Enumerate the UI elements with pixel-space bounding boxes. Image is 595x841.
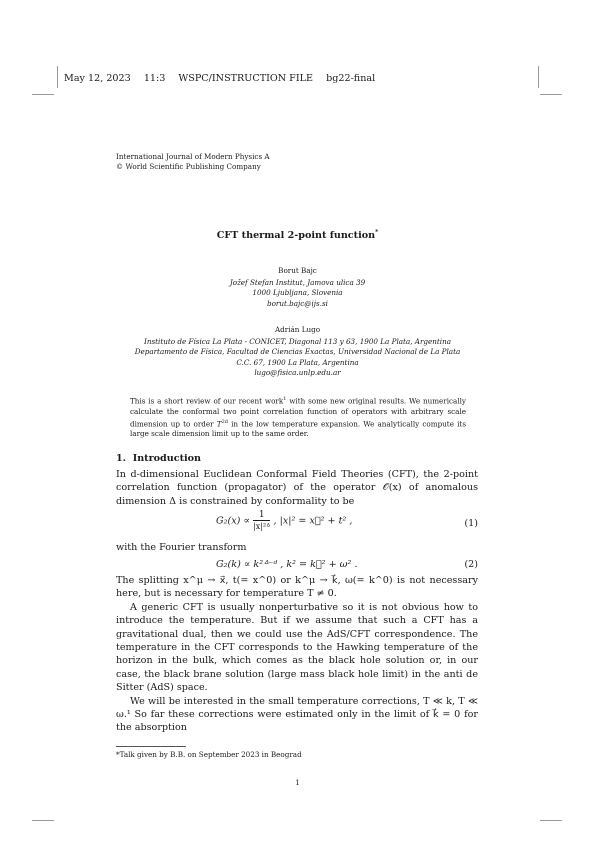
author-affiliation: Departamento de Física, Facultad de Ciencias Exactas, Universidad Nacional de La Plata — [134, 347, 461, 357]
crop-mark — [32, 820, 54, 821]
page-number: 1 — [295, 778, 300, 787]
author-affiliation: Instituto de Física La Plata - CONICET, Diagonal 113 y 63, 1900 La Plata, Argentina — [143, 337, 451, 347]
crop-mark — [57, 66, 58, 88]
author-email: lugo@fisica.unlp.edu.ar — [254, 367, 341, 377]
equation-1: G₂(x) ∝ $\frac{1}{\text{|x|²ᐞ}}$ , |x|² = x⃗² + t² , (1) — [216, 510, 478, 531]
author-name: Borut Bajc — [278, 266, 317, 275]
header-time: 11:3 — [143, 73, 166, 84]
author-affiliation: Jožef Stefan Institut, Jamova ulica 39 — [229, 278, 366, 288]
paragraph: with the Fourier transform — [116, 542, 247, 553]
paper-title: CFT thermal 2-point function* — [216, 229, 379, 242]
paragraph: In d-dimensional Euclidean Conformal Field Theories (CFT), the 2-point correlation function (propagator) of the operator 𝒪(x) of anomalous dimension Δ is constrained by conformality to be — [116, 469, 478, 507]
equation-number: (2) — [464, 559, 478, 570]
journal-copyright: © World Scientific Publishing Company — [116, 162, 261, 171]
crop-mark — [32, 94, 54, 95]
paragraph-block: The splitting x^μ → x⃗, t(= x^0) or k^μ → k⃗, ω(= k^0) is not necessary here, but is necessary for temperature T ≠ 0. A generic CFT is usually nonperturbative so it is not obvious how to introduce the temperature. But if we assume that such a CFT has a gravitational dual, then we could use the AdS/CFT correspondence. The temperature in the CFT corresponds to the Hawking temperature of the horizon in the bulk, which comes as the black hole solution or, in our case, the black brane solution (large mass black hole limit) in the anti de Sitter (AdS) space. We will be interested in the small temperature corrections, T ≪ k, T ≪ ω.¹ So far these corrections were estimated only in the limit of k⃗ = 0 for the absorption — [116, 575, 478, 734]
author-name: Adrián Lugo — [274, 325, 321, 334]
author-email: borut.bajc@ijs.si — [267, 298, 328, 308]
author-affiliation: C.C. 67, 1900 La Plata, Argentina — [236, 357, 359, 367]
equation-2: G₂(k) ∝ k²ᐞ⁻ᵈ , k² = k⃗² + ω² . (2) — [216, 559, 478, 570]
title-footnote-mark: * — [375, 229, 379, 236]
crop-mark — [538, 66, 539, 88]
crop-mark — [540, 94, 562, 95]
fraction: $\frac{1}{\text{|x|²ᐞ}}$ — [253, 510, 271, 531]
journal-name: International Journal of Modern Physics A — [116, 152, 270, 161]
journal-info — [116, 152, 270, 172]
header-file: bg22-final — [326, 73, 376, 84]
section-heading: 1. Introduction — [116, 453, 202, 464]
citation: 1 — [283, 396, 287, 402]
author-block-1 — [0, 266, 595, 309]
footnote-rule — [116, 746, 186, 747]
author-block-2 — [0, 325, 595, 378]
abstract: This is a short review of our recent work$^1$ with some new original results. We numerically calculate the conformal two point correlation function of operators with arbitrary scale dimension up to order $T^{2d}$ in the low temperature expansion. We analytically compute its large scale dimension limit up to the same order. — [130, 396, 467, 439]
equation-number: (1) — [464, 518, 478, 529]
header-style: WSPC/INSTRUCTION FILE — [178, 73, 314, 84]
author-affiliation: 1000 Ljubljana, Slovenia — [252, 288, 343, 298]
header-date: May 12, 2023 — [64, 73, 131, 84]
running-header — [64, 73, 385, 84]
crop-mark — [540, 820, 562, 821]
footnote: *Talk given by B.B. on September 2023 in Beograd — [116, 750, 302, 759]
